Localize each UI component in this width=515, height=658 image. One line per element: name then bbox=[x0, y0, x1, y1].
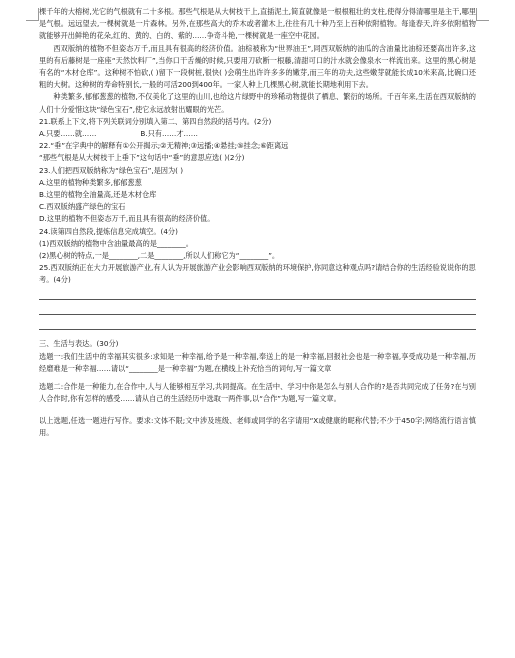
question-22-prompt: “那些气根是从大树枝干上垂下”这句话中“垂”的意思应选( )(2分) bbox=[39, 153, 245, 163]
writing-requirements: 以上选题,任选一题进行写作。要求:文体不限;文中涉及班级、老师或同学的名字请用“X或健康的昵称代替;不少于450字;网络流行语言慎用。 bbox=[39, 415, 476, 437]
question-25: 25.西双版纳正在大力开展旅游产业,有人认为开展旅游产业会影响西双版纳的环境保护,你同意这种观点吗?请结合你的生活经验说说你的思考。(4分) bbox=[39, 263, 476, 285]
question-23-option-a: A.这里的植物种类繁多,郁郁葱葱 bbox=[39, 177, 142, 187]
passage-paragraph-1: 棵千年的大榕树,光它的气根就有二十多根。那些气根是从大树枝干上,直插泥土,简直就像是一根根粗壮的支柱,使得分得清哪里是主干,哪里是气根。远远望去,一棵树就是一片森林。另外,在那些高大的乔木或者灌木上,往往有几十种乃至上百种依附植物。每逢春天,许多依附植物就能够开出鲜艳的花朵,红的、黄的、白的、紫的……争奇斗艳,一棵树就是一座空中花园。 bbox=[39, 7, 476, 41]
passage-paragraph-2: 西双版纳的植物不但姿态万千,而且具有很高的经济价值。油棕被称为“世界油王”,同西双版纳的油瓜的含油量比油棕还要高出许多,这里的有后藤树是一座座“天然饮料厂”,当你口干舌燥的时候,只要用刀砍断一根藤,清甜可口的汁水就会像泉水一样流出来。这里的黑心树是有名的“木材仓库”。这种树不怕砍,( )留下一段树桩,很快( )会萌生出许许多多的嫩芽,而三年的功夫,这些嫩芽就能长成10米来高,比碗口还粗的大树。这种树的寿命特别长,一般的可活200到400年。一家人种上几棵黑心树,就能长期地利用下去。 bbox=[39, 43, 476, 90]
passage-paragraph-3: 种类繁多,郁郁葱葱的植物,不仅美化了这里的山川,也给这片绿野中的珍稀动物提供了栖息、繁衍的场所。千百年来,生活在西双版纳的人们十分爱惜这块“绿色宝石”,使它永远放射出耀眼的光芒。 bbox=[39, 92, 476, 114]
answer-line-3[interactable] bbox=[39, 317, 476, 330]
crop-mark-top-left bbox=[26, 8, 39, 21]
writing-topic-2: 选题二:合作是一种能力,在合作中,人与人能够相互学习,共同提高。在生活中、学习中你是怎么与别人合作的?是否共同完成了任务?在与别人合作时,你有怎样的感受……请从自己的生活经历中选取一两件事,以“合作”为题,写一篇文章。 bbox=[39, 382, 476, 404]
question-24: 24.读第四自然段,提炼信息完成填空。(4分) bbox=[39, 226, 178, 236]
question-24-item-1: (1)西双版纳的植物中含油量最高的是________。 bbox=[39, 238, 193, 248]
question-23-option-d: D.这里的植物不但姿态万千,而且具有很高的经济价值。 bbox=[39, 214, 215, 224]
question-21-option-a: A.只要……就…… bbox=[39, 129, 97, 139]
question-23: 23.人们把西双版纳称为“绿色宝石”,是因为( ) bbox=[39, 165, 184, 175]
section-3-title: 三、生活与表达。(30分) bbox=[39, 338, 119, 348]
writing-topic-1: 选题一:我们生活中的幸福其实很多:求知是一种幸福,给予是一种幸福,奉送上的是一种幸福,回报社会也是一种幸福,享受成功是一种幸福,历经磨难是一种幸福……请以“________是一种幸福”为题,在横线上补充恰当的词句,写一篇文章 bbox=[39, 351, 476, 374]
document-body bbox=[39, 6, 476, 439]
answer-line-2[interactable] bbox=[39, 302, 476, 315]
question-21-options bbox=[39, 128, 476, 140]
question-21-option-b: B.只有……才…… bbox=[140, 129, 198, 139]
question-21: 21.联系上下文,将下列关联词分别填入第二、第四自然段的括号内。(2分) bbox=[39, 116, 272, 126]
question-22-definition: 22.“垂”在字典中的解释有①公开揭示;②无精神;③远播;④悬挂;⑤挂念;⑥距离远 bbox=[39, 141, 289, 151]
question-23-option-c: C.西双版纳盛产绿色的宝石 bbox=[39, 202, 126, 212]
question-24-item-2: (2)黑心树的特点,一是________,二是________,所以人们称它为“________”。 bbox=[39, 251, 280, 261]
crop-mark-top-right bbox=[476, 8, 489, 21]
question-23-option-b: B.这里的植物全油量高,还是木材仓库 bbox=[39, 190, 157, 200]
answer-line-1[interactable] bbox=[39, 287, 476, 300]
